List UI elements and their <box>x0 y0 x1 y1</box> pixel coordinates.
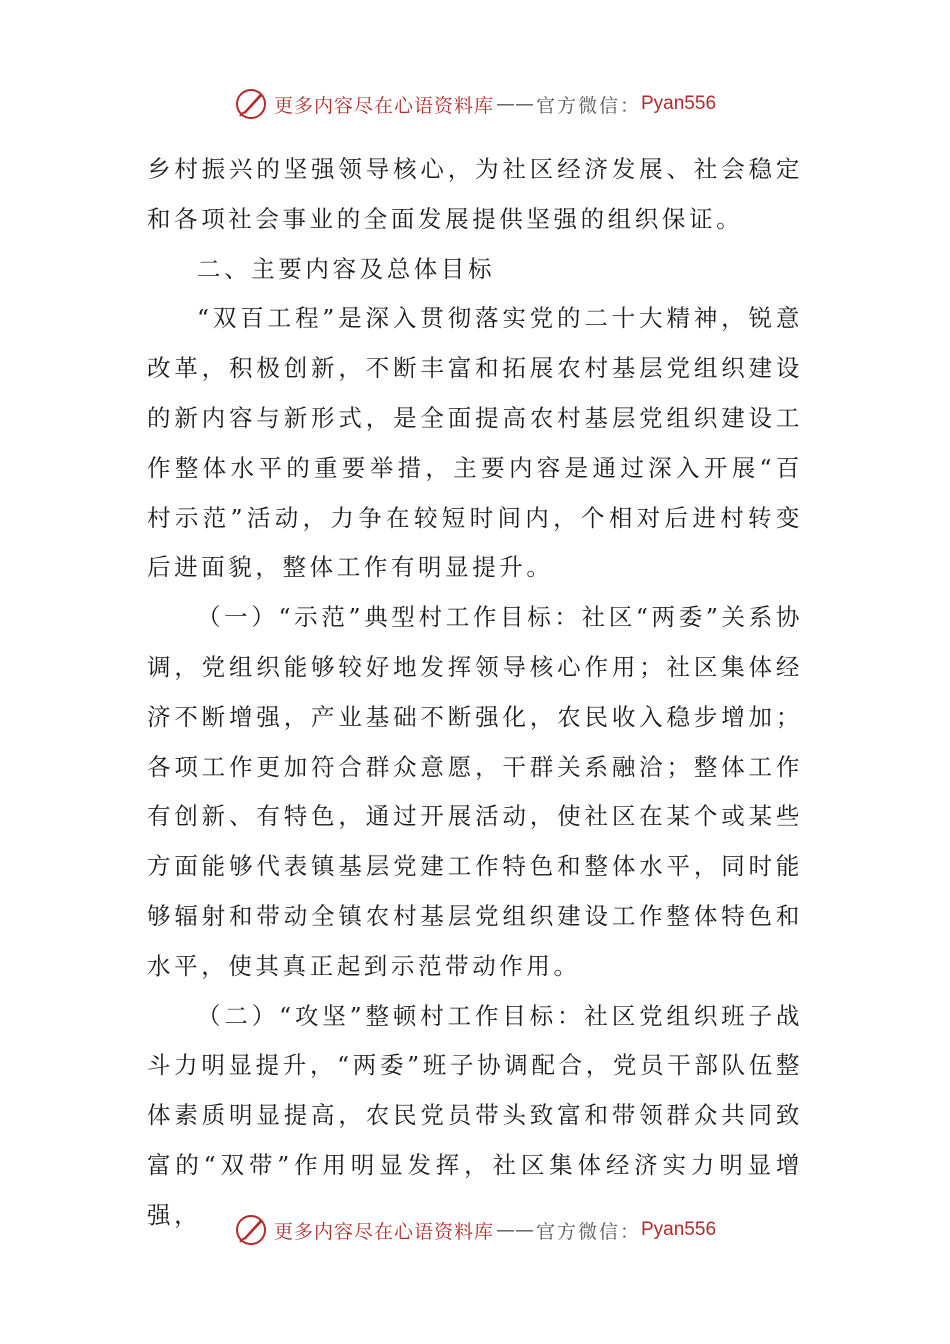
section-heading: 二、主要内容及总体目标 <box>197 254 496 283</box>
document-body <box>147 145 803 1241</box>
watermark-dash: —— <box>495 1219 534 1241</box>
watermark-official: 官方微信： <box>535 1220 641 1243</box>
watermark-wechat-id: Pyan556 <box>641 93 717 114</box>
paragraph-4: （二）“攻坚”整顿村工作目标：社区党组织班子战斗力明显提升，“两委”班子协调配合，党员干部队伍整体素质明显提高，农民党员带头致富和带领群众共同致富的“双带”作用明显发挥，社区集体经济实力明显增强， <box>147 1001 803 1229</box>
watermark-brand: 更多内容尽在心语资料库 <box>273 1220 494 1243</box>
watermark-wechat-id: Pyan556 <box>641 1219 717 1240</box>
quill-pen-logo-icon <box>234 1213 268 1247</box>
watermark-banner-top <box>0 84 950 124</box>
quill-pen-logo-icon <box>234 87 268 121</box>
watermark-dash: —— <box>495 93 534 115</box>
watermark-banner-bottom <box>0 1210 950 1250</box>
paragraph-3: （一）“示范”典型村工作目标：社区“两委”关系协调，党组织能够较好地发挥领导核心作用；社区集体经济不断增强，产业基础不断强化，农民收入稳步增加；各项工作更加符合群众意愿，干群关系融洽；整体工作有创新、有特色，通过开展活动，使社区在某个或某些方面能够代表镇基层党建工作特色和整体水平，同时能够辐射和带动全镇农村基层党组织建设工作整体特色和水平，使其真正起到示范带动作用。 <box>147 603 803 980</box>
paragraph-1: 乡村振兴的坚强领导核心，为社区经济发展、社会稳定和各项社会事业的全面发展提供坚强的组织保证。 <box>147 155 803 233</box>
paragraph-2: “双百工程”是深入贯彻落实党的二十大精神，锐意改革，积极创新，不断丰富和拓展农村基层党组织建设的新内容与新形式，是全面提高农村基层党组织建设工作整体水平的重要举措，主要内容是通过深入开展“百村示范”活动，力争在较短时间内，个相对后进村转变后进面貌，整体工作有明显提升。 <box>147 304 803 582</box>
watermark-official: 官方微信： <box>535 94 641 117</box>
watermark-brand: 更多内容尽在心语资料库 <box>273 94 494 117</box>
